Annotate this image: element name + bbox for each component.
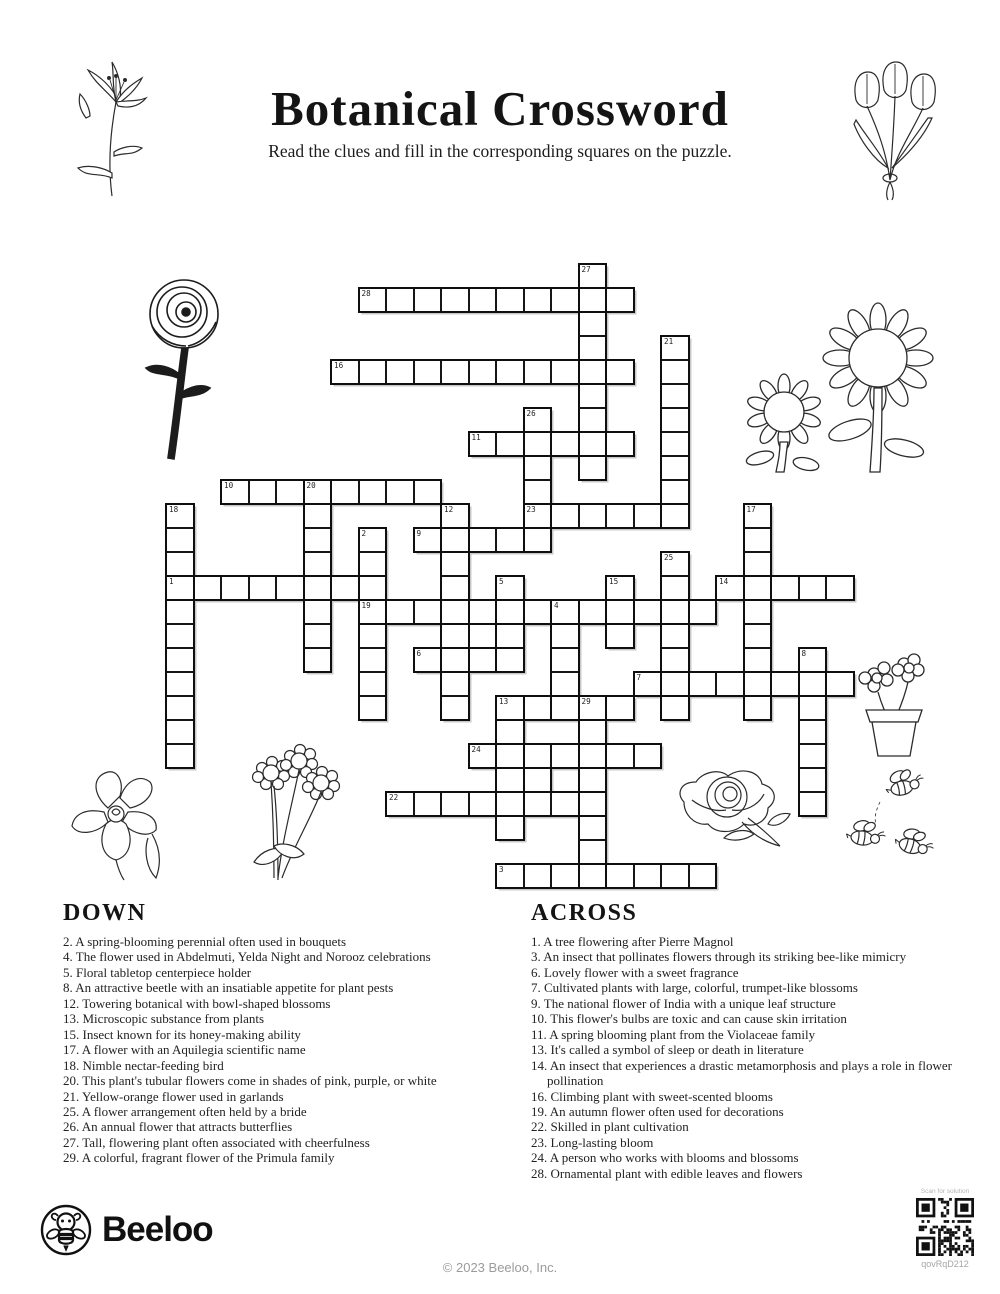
cell-number: 16 — [334, 361, 344, 370]
cell-number: 17 — [746, 505, 756, 514]
clue-item: 9. The national flower of India with a unique leaf structure — [531, 995, 836, 1011]
cell-number: 27 — [581, 265, 591, 274]
cell-number: 15 — [609, 577, 619, 586]
clue-item: 26. An annual flower that attracts butterflies — [63, 1119, 293, 1135]
across-clues-section — [531, 900, 963, 1181]
cell-number: 11 — [471, 433, 481, 442]
cell-number: 14 — [719, 577, 729, 586]
across-title: ACROSS — [531, 900, 638, 926]
clue-item: 27. Tall, flowering plant often associated with cheerfulness — [63, 1134, 370, 1150]
clue-item: 17. A flower with an Aquilegia scientific name — [63, 1042, 306, 1058]
cell-number: 9 — [416, 529, 422, 538]
cell-number: 6 — [416, 649, 422, 658]
word-outline — [358, 527, 388, 721]
clue-item: 15. Insect known for its honey-making ability — [63, 1026, 301, 1042]
clue-item: 16. Climbing plant with sweet-scented blooms — [531, 1088, 773, 1104]
word-outline — [550, 599, 580, 721]
clue-item: 7. Cultivated plants with large, colorful, trumpet-like blossoms — [531, 980, 858, 996]
cell-number: 2 — [361, 529, 367, 538]
clue-item: 4. The flower used in Abdelmuti, Yelda Night and Norooz celebrations — [63, 949, 431, 965]
clue-item: 3. An insect that pollinates flowers through its striking bee-like mimicry — [531, 949, 907, 965]
qr-caption: Scan for solution — [920, 1188, 970, 1195]
word-outline — [523, 407, 553, 553]
across-clue-list — [531, 934, 963, 1181]
word-outline — [715, 575, 855, 601]
word-outline — [523, 767, 553, 793]
qr-block — [905, 1188, 985, 1269]
clue-item: 19. An autumn flower often used for decorations — [531, 1103, 784, 1119]
down-title: DOWN — [63, 900, 147, 926]
clue-item: 18. Nimble nectar-feeding bird — [63, 1057, 224, 1073]
cell-number: 19 — [361, 601, 371, 610]
cell-number: 23 — [526, 505, 536, 514]
word-outline — [660, 335, 690, 529]
word-outline — [165, 575, 387, 601]
clue-item: 14. An insect that experiences a drastic metamorphosis and plays a role in flower pollination — [531, 1057, 952, 1089]
clue-item: 6. Lovely flower with a sweet fragrance — [531, 964, 739, 980]
cell-number: 12 — [444, 505, 454, 514]
word-outline — [468, 623, 498, 649]
clue-item: 21. Yellow-orange flower used in garlands — [63, 1088, 284, 1104]
word-outline — [165, 503, 195, 769]
cell-number: 28 — [361, 289, 371, 298]
clue-item: 1. A tree flowering after Pierre Magnol — [531, 934, 734, 949]
cell-number: 24 — [471, 745, 481, 754]
clue-item: 29. A colorful, fragrant flower of the Primula family — [63, 1150, 335, 1166]
clue-item: 8. An attractive beetle with an insatiable appetite for plant pests — [63, 980, 394, 996]
clue-item: 23. Long-lasting bloom — [531, 1134, 654, 1150]
cell-number: 25 — [664, 553, 674, 562]
clue-item: 24. A person who works with blooms and blossoms — [531, 1150, 799, 1166]
clue-item: 12. Towering botanical with bowl-shaped blossoms — [63, 995, 331, 1011]
qr-code-text: qovRqD212 — [921, 1259, 969, 1269]
cell-number: 21 — [664, 337, 674, 346]
clue-item: 20. This plant's tubular flowers come in shades of pink, purple, or white — [63, 1073, 437, 1089]
clue-item: 13. It's called a symbol of sleep or death in literature — [531, 1042, 804, 1058]
clue-item: 2. A spring-blooming perennial often used in bouquets — [63, 934, 347, 949]
cell-number: 13 — [499, 697, 509, 706]
cell-number: 26 — [526, 409, 536, 418]
word-outline — [578, 695, 608, 889]
down-clue-list — [63, 934, 531, 1166]
cell-number: 18 — [169, 505, 179, 514]
cell-number: 20 — [306, 481, 316, 490]
clue-item: 22. Skilled in plant cultivation — [531, 1119, 689, 1135]
down-clues-section — [63, 900, 531, 1166]
cell-number: 4 — [554, 601, 559, 610]
word-outline — [495, 575, 525, 673]
copyright: © 2023 Beeloo, Inc. — [442, 1260, 558, 1275]
cell-number: 5 — [499, 577, 504, 586]
page-title: Botanical Crossword — [271, 81, 729, 136]
word-outline — [605, 575, 635, 649]
word-outline — [495, 695, 525, 841]
page-subtitle: Read the clues and fill in the corresponding squares on the puzzle. — [268, 141, 732, 161]
word-outline — [743, 503, 773, 721]
qr-code — [916, 1198, 974, 1256]
clue-item: 10. This flower's bulbs are toxic and can cause skin irritation — [531, 1011, 847, 1027]
clue-item: 13. Microscopic substance from plants — [63, 1011, 265, 1027]
word-outline — [798, 647, 828, 817]
brand-name: Beeloo — [102, 1210, 213, 1249]
clue-item: 5. Floral tabletop centerpiece holder — [63, 964, 252, 980]
cell-number: 8 — [801, 649, 807, 658]
cell-number: 10 — [224, 481, 234, 490]
cell-number: 29 — [581, 697, 591, 706]
word-outline — [440, 503, 470, 721]
word-outline — [303, 479, 333, 673]
brand-logo — [40, 1204, 213, 1256]
cell-number: 1 — [169, 577, 174, 586]
cell-number: 3 — [499, 865, 504, 874]
word-outline — [660, 551, 690, 721]
clue-item: 25. A flower arrangement often held by a bride — [63, 1103, 307, 1119]
cell-number: 22 — [389, 793, 399, 802]
cell-number: 7 — [636, 673, 642, 682]
clue-item: 11. A spring blooming plant from the Violaceae family — [531, 1026, 816, 1042]
clue-item: 28. Ornamental plant with edible leaves and flowers — [531, 1165, 803, 1181]
bee-logo-icon — [40, 1204, 92, 1256]
word-outline — [578, 263, 608, 481]
